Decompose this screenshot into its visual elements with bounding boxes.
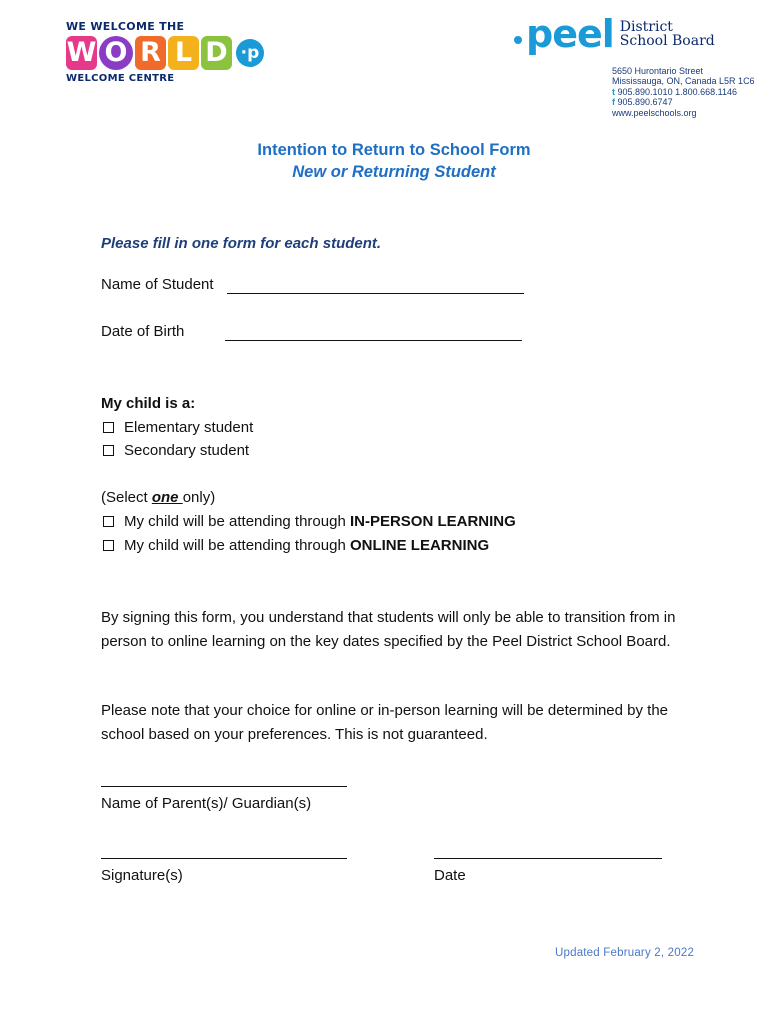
world-letters <box>66 36 264 70</box>
address-phone <box>612 87 755 97</box>
dob-label: Date of Birth <box>101 323 185 340</box>
select-prefix: (Select <box>101 489 152 506</box>
form-subtitle: New or Returning Student <box>292 163 496 181</box>
select-emphasis: one <box>151 489 183 506</box>
secondary-label: Secondary student <box>124 442 250 459</box>
date-label: Date <box>434 867 466 884</box>
online-emphasis: ONLINE LEARNING <box>349 537 490 554</box>
secondary-checkbox[interactable] <box>103 445 114 456</box>
online-checkbox[interactable] <box>103 540 114 551</box>
address-fax <box>612 97 755 107</box>
peel-wordmark: peel <box>526 12 614 56</box>
select-suffix: only) <box>182 489 216 506</box>
p-mark-icon: ·p <box>236 39 264 67</box>
board-name <box>620 20 715 48</box>
parent-name-label: Name of Parent(s)/ Guardian(s) <box>101 795 312 812</box>
address-block <box>612 66 755 118</box>
board-name-line2: School Board <box>619 33 715 49</box>
world-letter-d: D <box>201 36 232 70</box>
peel-logo <box>514 14 715 54</box>
disclaimer-paragraph: Please note that your choice for online or in-person learning will be determined by the school based on your preferences. This is not guaranteed. <box>101 702 668 743</box>
in-person-checkbox[interactable] <box>103 516 114 527</box>
select-one-note <box>101 489 215 506</box>
logo-top-line: WE WELCOME THE <box>66 20 185 33</box>
name-field[interactable] <box>227 277 524 294</box>
address-city: Mississauga, ON, Canada L5R 1C6 <box>612 76 755 87</box>
phone-label: t <box>612 86 615 97</box>
instruction-text: Please fill in one form for each student. <box>101 235 382 252</box>
fax-label: f <box>612 97 615 108</box>
form-title: Intention to Return to School Form <box>257 141 531 159</box>
elementary-checkbox[interactable] <box>103 422 114 433</box>
option-in-person[interactable] <box>101 513 516 530</box>
logo-bottom-line: WELCOME CENTRE <box>66 73 175 84</box>
date-field[interactable] <box>434 844 662 859</box>
fax-number: 905.890.6747 <box>617 97 673 108</box>
online-prefix: My child will be attending through <box>124 537 350 554</box>
option-elementary[interactable] <box>101 419 253 436</box>
signature-field[interactable] <box>101 844 347 859</box>
world-letter-o: O <box>99 36 133 70</box>
phone-number: 905.890.1010 1.800.668.1146 <box>617 86 737 97</box>
address-website: www.peelschools.org <box>612 107 697 118</box>
signature-label: Signature(s) <box>101 867 183 884</box>
peel-dot-icon <box>514 36 522 44</box>
board-name-line1: District <box>619 19 673 35</box>
child-is-label: My child is a: <box>101 395 196 412</box>
option-online[interactable] <box>101 537 489 554</box>
consent-paragraph: By signing this form, you understand that students will only be able to transition from in person to online learning on the key dates specified by the Peel District School Board. <box>101 609 676 650</box>
parent-name-field[interactable] <box>101 772 347 787</box>
in-person-emphasis: IN-PERSON LEARNING <box>349 513 516 530</box>
name-label: Name of Student <box>101 276 214 293</box>
address-street: 5650 Hurontario Street <box>612 66 704 76</box>
elementary-label: Elementary student <box>124 419 254 436</box>
in-person-prefix: My child will be attending through <box>124 513 350 530</box>
option-secondary[interactable] <box>101 442 249 459</box>
dob-field[interactable] <box>225 324 522 341</box>
world-letter-l: L <box>168 36 199 70</box>
world-letter-r: R <box>135 36 166 70</box>
welcome-centre-logo <box>66 20 264 84</box>
updated-date: Updated February 2, 2022 <box>555 947 695 959</box>
world-letter-w: W <box>66 37 97 68</box>
